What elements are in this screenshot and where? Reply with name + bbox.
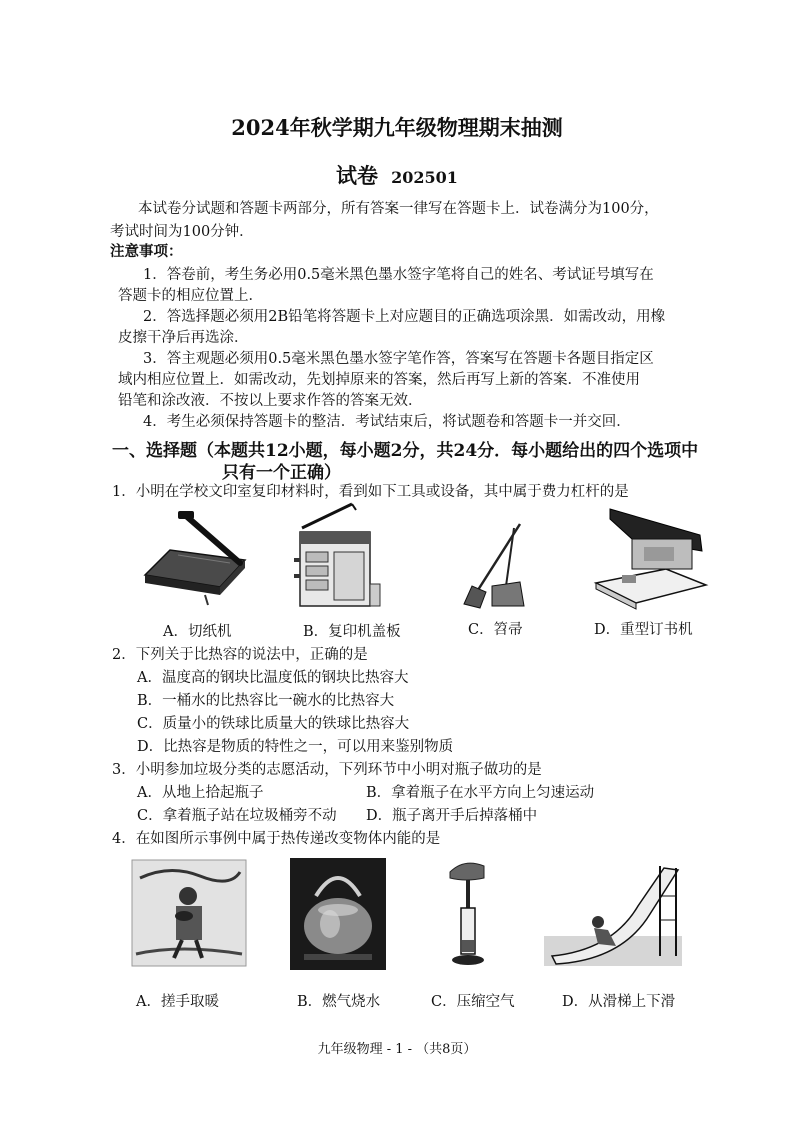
q2-option-d: D．比热容是物质的特性之一，可以用来鉴别物质 <box>137 739 454 755</box>
section-heading: 一、选择题（本题共12小题，每小题2分，共24分．每小题给出的四个选项中 <box>112 441 699 461</box>
page-footer: 九年级物理 - 1 - （共8页） <box>317 1042 477 1057</box>
note-line: 2．答选择题必须用2B铅笔将答题卡上对应题目的正确选项涂黑．如需改动，用橡 <box>143 309 666 325</box>
q4-option-c: C．压缩空气 <box>431 994 515 1010</box>
note-line: 4．考生必须保持答题卡的整洁．考试结束后，将试题卷和答题卡一并交回． <box>143 414 631 430</box>
subtitle-main: 试卷 <box>336 163 379 188</box>
note-line: 域内相应位置上．如需改动，先划掉原来的答案，然后再写上新的答案．不准使用 <box>118 372 640 388</box>
q4-option-d: D．从滑梯上下滑 <box>562 994 676 1010</box>
note-line: 1．答卷前，考生务必用0.5毫米黑色墨水签字笔将自己的姓名、考试证号填写在 <box>143 267 654 283</box>
slide-image <box>542 856 684 968</box>
subtitle-code: 202501 <box>391 168 458 187</box>
note-line: 皮擦干净后再选涂． <box>118 330 249 346</box>
q2-option-b: B．一桶水的比热容比一碗水的比热容大 <box>137 693 395 709</box>
rubbing-hands-image <box>130 858 248 968</box>
paper-cutter-image <box>140 505 250 607</box>
q1-option-c: C．笤帚 <box>468 622 523 638</box>
stapler-image <box>592 505 710 613</box>
copier-image <box>292 498 382 610</box>
note-line: 3．答主观题必须用0.5毫米黑色墨水签字笔作答，答案写在答题卡各题目指定区 <box>143 351 654 367</box>
note-line: 答题卡的相应位置上． <box>118 288 263 304</box>
q4-option-a: A．搓手取暖 <box>136 994 219 1010</box>
q3-option-b: B．拿着瓶子在水平方向上匀速运动 <box>366 785 595 801</box>
intro-line-2: 考试时间为100分钟． <box>110 224 254 240</box>
exam-subtitle <box>0 160 794 190</box>
q1-option-b: B．复印机盖板 <box>303 624 401 640</box>
intro-line-1: 本试卷分试题和答题卡两部分，所有答案一律写在答题卡上．试卷满分为100分， <box>138 201 659 217</box>
q3-option-c: C．拿着瓶子站在垃圾桶旁不动 <box>137 808 337 824</box>
gas-kettle-image <box>290 858 386 970</box>
question-1-stem: 1．小明在学校文印室复印材料时，看到如下工具或设备，其中属于费力杠杆的是 <box>112 484 629 500</box>
q2-option-c: C．质量小的铁球比质量大的铁球比热容大 <box>137 716 410 732</box>
question-4-stem: 4．在如图所示事例中属于热传递改变物体内能的是 <box>112 831 441 847</box>
question-2-stem: 2．下列关于比热容的说法中，正确的是 <box>112 647 368 663</box>
q4-option-b: B．燃气烧水 <box>297 994 381 1010</box>
q3-option-a: A．从地上拾起瓶子 <box>137 785 264 801</box>
broom-image <box>458 520 528 612</box>
exam-title: 2024年秋学期九年级物理期末抽测 <box>231 115 563 140</box>
note-line: 铅笔和涂改液．不按以上要求作答的答案无效． <box>118 393 423 409</box>
q2-option-a: A．温度高的钢块比温度低的钢块比热容大 <box>137 670 409 686</box>
q1-option-d: D．重型订书机 <box>594 622 693 638</box>
q1-option-a: A．切纸机 <box>163 624 232 640</box>
q3-option-d: D．瓶子离开手后掉落桶中 <box>366 808 538 824</box>
notes-heading: 注意事项： <box>110 243 183 260</box>
compressed-air-image <box>444 858 494 970</box>
question-3-stem: 3．小明参加垃圾分类的志愿活动，下列环节中小明对瓶子做功的是 <box>112 762 542 778</box>
section-heading-cont: 只有一个正确） <box>222 463 341 483</box>
